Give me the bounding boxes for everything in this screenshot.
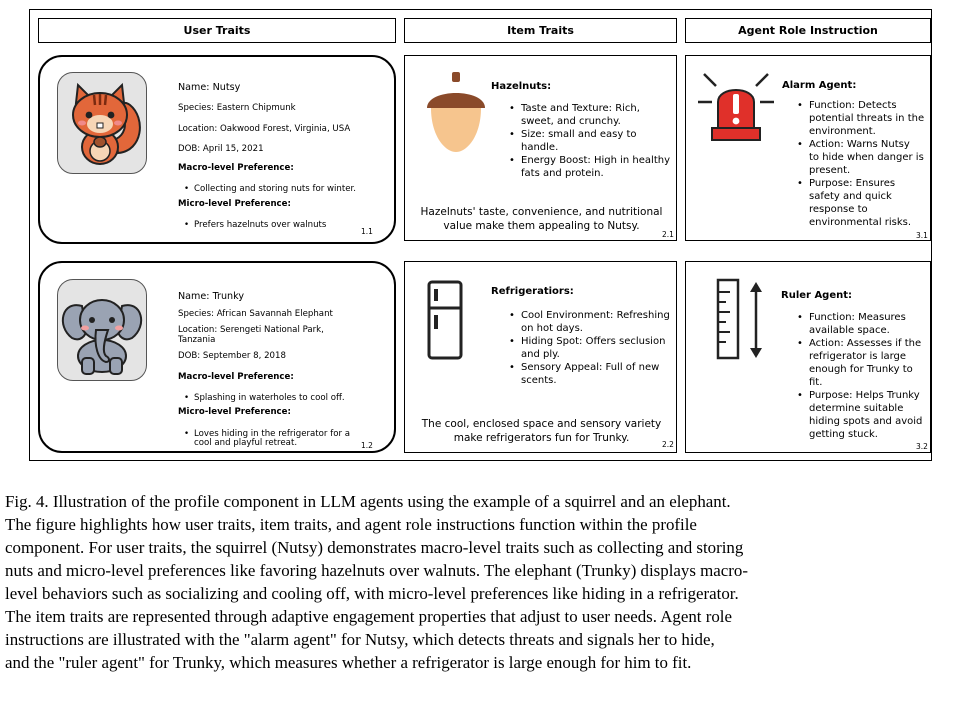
squirrel-icon bbox=[58, 73, 146, 173]
header-item-traits: Item Traits bbox=[404, 18, 677, 43]
panel-number: 2.2 bbox=[662, 440, 674, 449]
avatar-trunky bbox=[57, 279, 147, 381]
header-user-traits: User Traits bbox=[38, 18, 396, 43]
micro-label: Micro-level Preference: bbox=[178, 199, 291, 209]
elephant-icon bbox=[58, 280, 146, 380]
micro-preference-cont: cool and playful retreat. bbox=[194, 438, 298, 448]
hazelnut-icon bbox=[421, 70, 491, 154]
item-title: Hazelnuts: bbox=[491, 81, 552, 92]
agent-bullet: • Function: Measures available space. bbox=[809, 311, 931, 337]
micro-preference: • Loves hiding in the refrigerator for a bbox=[194, 429, 350, 440]
panel-number: 3.1 bbox=[916, 231, 928, 240]
item-bullet: • Energy Boost: High in healthy fats and protein. bbox=[521, 154, 676, 180]
refrigerator-icon bbox=[427, 280, 463, 362]
user-location: Location: Serengeti National Park, bbox=[178, 325, 324, 335]
item-bullet: • Cool Environment: Refreshing on hot days. bbox=[521, 309, 676, 335]
panel-number: 2.1 bbox=[662, 230, 674, 239]
item-bullet: • Taste and Texture: Rich, sweet, and crunchy. bbox=[521, 102, 676, 128]
caption-line: The figure highlights how user traits, item traits, and agent role instructions function within the profile bbox=[5, 515, 697, 534]
figure-caption bbox=[5, 490, 967, 674]
agent-bullets bbox=[809, 99, 931, 229]
agent-bullet: • Action: Assesses if the refrigerator is large enough for Trunky to fit. bbox=[809, 337, 931, 389]
user-name: Name: Nutsy bbox=[178, 82, 241, 93]
ruler-icon bbox=[714, 278, 770, 362]
item-bullet: • Size: small and easy to handle. bbox=[521, 128, 676, 154]
caption-line: nuts and micro-level preferences like favoring hazelnuts over walnuts. The elephant (Trunky) displays macro- bbox=[5, 561, 748, 580]
caption-line: The item traits are represented through adaptive engagement properties that adjust to user needs. Agent role bbox=[5, 607, 732, 626]
agent-bullets bbox=[809, 311, 931, 441]
user-location-cont: Tanzania bbox=[178, 335, 216, 345]
macro-label: Macro-level Preference: bbox=[178, 163, 294, 173]
avatar-nutsy bbox=[57, 72, 147, 174]
micro-preference: • Prefers hazelnuts over walnuts bbox=[194, 220, 326, 231]
agent-card-alarm bbox=[685, 55, 931, 241]
alarm-icon bbox=[696, 66, 776, 146]
user-species: Species: Eastern Chipmunk bbox=[178, 103, 296, 113]
panel-number: 3.2 bbox=[916, 442, 928, 451]
item-card-refrigerators bbox=[404, 261, 677, 453]
item-bullets bbox=[521, 102, 676, 180]
item-summary: The cool, enclosed space and sensory variety make refrigerators fun for Trunky. bbox=[421, 418, 662, 444]
caption-line: component. For user traits, the squirrel (Nutsy) demonstrates macro-level traits such as collecting and storing bbox=[5, 538, 744, 557]
user-location: Location: Oakwood Forest, Virginia, USA bbox=[178, 124, 351, 134]
macro-preference: • Splashing in waterholes to cool off. bbox=[194, 393, 345, 404]
panel-number: 1.1 bbox=[361, 227, 373, 236]
agent-bullet: • Function: Detects potential threats in the environment. bbox=[809, 99, 931, 138]
user-name: Name: Trunky bbox=[178, 291, 245, 302]
item-bullets bbox=[521, 309, 676, 387]
caption-line: and the "ruler agent" for Trunky, which measures whether a refrigerator is large enough for him to fit. bbox=[5, 653, 692, 672]
user-card-nutsy bbox=[38, 55, 396, 244]
caption-line: instructions are illustrated with the "alarm agent" for Nutsy, which detects threats and signals her to hide, bbox=[5, 630, 715, 649]
agent-title: Alarm Agent: bbox=[782, 80, 857, 91]
user-dob: DOB: September 8, 2018 bbox=[178, 351, 286, 361]
agent-title: Ruler Agent: bbox=[781, 290, 853, 301]
item-bullet: • Sensory Appeal: Full of new scents. bbox=[521, 361, 676, 387]
macro-preference: • Collecting and storing nuts for winter. bbox=[194, 184, 356, 195]
item-summary: Hazelnuts' taste, convenience, and nutritional value make them appealing to Nutsy. bbox=[420, 206, 663, 232]
user-dob: DOB: April 15, 2021 bbox=[178, 144, 264, 154]
macro-label: Macro-level Preference: bbox=[178, 372, 294, 382]
item-title: Refrigeratiors: bbox=[491, 286, 574, 297]
agent-bullet: • Action: Warns Nutsy to hide when danger is present. bbox=[809, 138, 931, 177]
agent-bullet: • Purpose: Ensures safety and quick response to environmental risks. bbox=[809, 177, 931, 229]
caption-line: Fig. 4. Illustration of the profile component in LLM agents using the example of a squirrel and an elephant. bbox=[5, 492, 731, 511]
caption-line: level behaviors such as socializing and cooling off, with micro-level preferences like hiding in a refrigerator. bbox=[5, 584, 739, 603]
item-bullet: • Hiding Spot: Offers seclusion and ply. bbox=[521, 335, 676, 361]
agent-bullet: • Purpose: Helps Trunky determine suitable hiding spots and avoid getting stuck. bbox=[809, 389, 931, 441]
micro-label: Micro-level Preference: bbox=[178, 407, 291, 417]
user-card-trunky bbox=[38, 261, 396, 453]
agent-card-ruler bbox=[685, 261, 931, 453]
user-species: Species: African Savannah Elephant bbox=[178, 309, 333, 319]
header-agent-role-instruction: Agent Role Instruction bbox=[685, 18, 931, 43]
panel-number: 1.2 bbox=[361, 441, 373, 450]
item-card-hazelnuts bbox=[404, 55, 677, 241]
